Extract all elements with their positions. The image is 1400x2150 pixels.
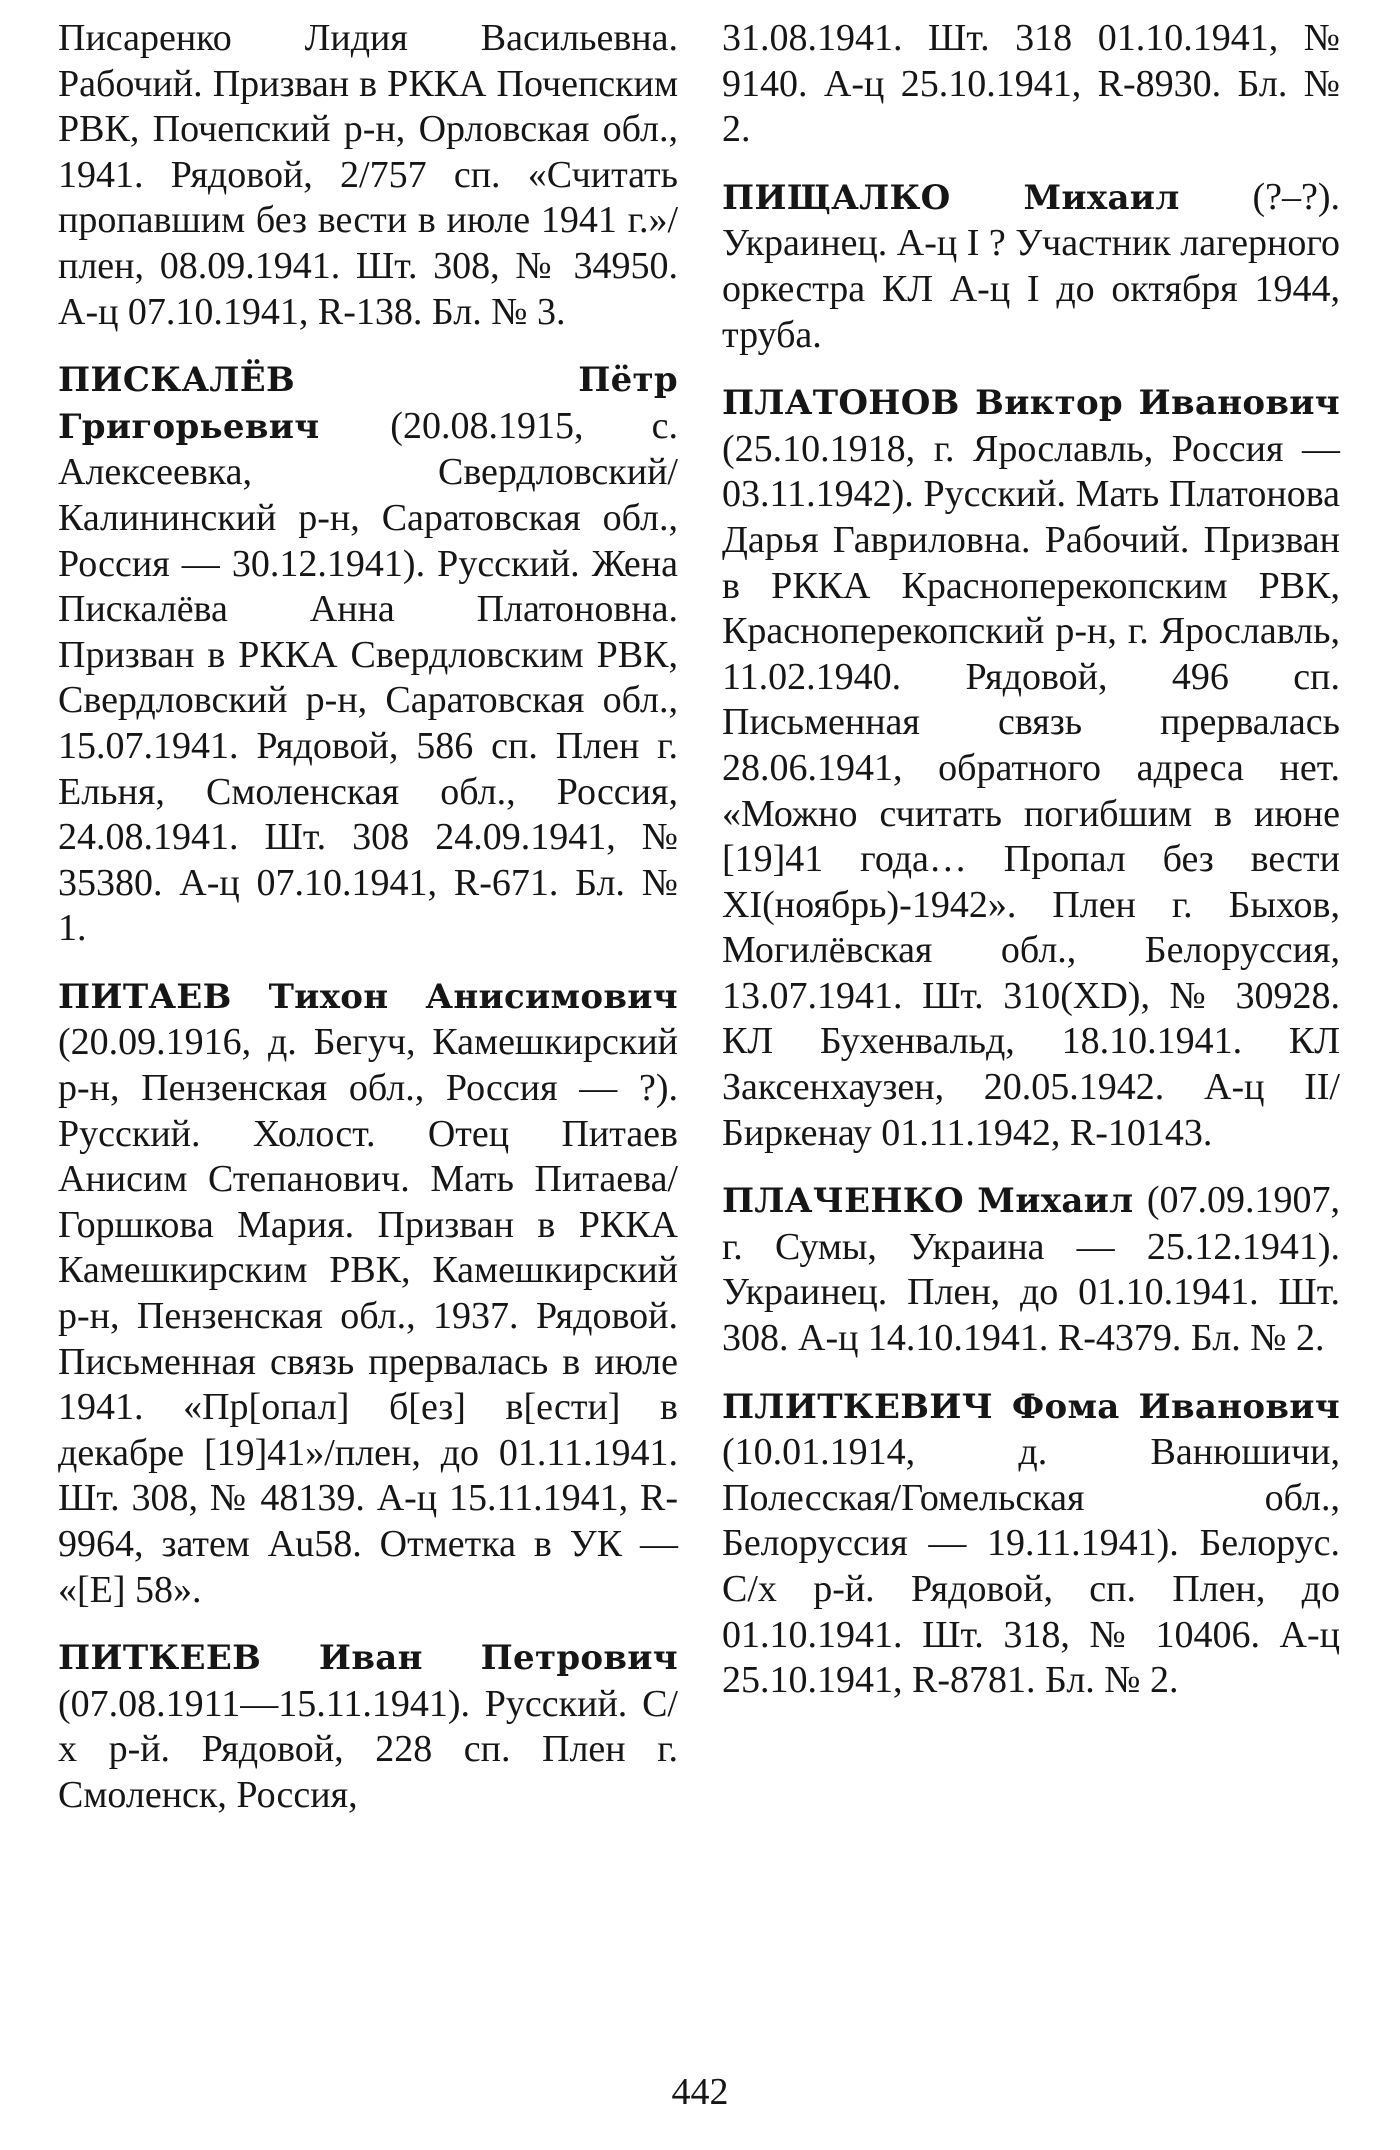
entry-name: ПИТАЕВ Тихон Анисимович — [58, 976, 678, 1017]
entry-name: ПИСКАЛЁВ Пётр Григорьевич — [58, 360, 678, 447]
entry-text: (10.01.1914, д. Ванюшичи, Полесская/Гомельская обл., Белоруссия — 19.11.1941). Белорус. С/х р-й. Рядовой, сп. Плен, до 01.10.1941. Шт. 318, № 10406. А-ц 25.10.1941, R-8781. Бл. № 2. — [722, 1431, 1340, 1702]
entry-pitaev — [58, 974, 678, 1613]
left-column — [58, 16, 678, 1841]
page-number: 442 — [671, 2071, 729, 2113]
entry-pitkeev — [58, 1635, 678, 1818]
entry-text: Писаренко Лидия Васильевна. Рабочий. Призван в РККА Почепским РВК, Почепский р-н, Орловская обл., 1941. Рядовой, 2/757 сп. «Считать пропавшим без вести в июле 1941 г.»/плен, 08.09.1941. Шт. 308, № 34950. А-ц 07.10.1941, R-138. Бл. № 3. — [58, 17, 678, 333]
entry-piskalev — [58, 357, 678, 952]
entry-text: (07.08.1911—15.11.1941). Русский. С/х р-й. Рядовой, 228 сп. Плен г. Смоленск, Россия, — [58, 1682, 678, 1816]
entry-text: 31.08.1941. Шт. 318 01.10.1941, № 9140. А-ц 25.10.1941, R-8930. Бл. № 2. — [722, 17, 1340, 151]
entry-plachenko — [722, 1178, 1340, 1361]
entry-name: ПИТКЕЕВ Иван Петрович — [58, 1638, 678, 1679]
entry-plitkevich — [722, 1384, 1340, 1704]
entry-text: (25.10.1918, г. Ярославль, Россия — 03.11.1942). Русский. Мать Платонова Дарья Гавриловна. Рабочий. Призван в РККА Красноперекопским РВК, Красноперекопский р-н, г. Ярославль, 11.02.1940. Рядовой, 496 сп. Письменная связь прервалась 28.06.1941, обратного адреса нет. «Можно считать погибшим в июне [19]41 года… Пропал без вести XI(ноябрь)-1942». Плен г. Быхов, Могилёвская обл., Белоруссия, 13.07.1941. Шт. 310(XD), № 30928. КЛ Бухенвальд, 18.10.1941. КЛ Заксенхаузен, 20.05.1942. А-ц II/Биркенау 01.11.1942, R-10143. — [722, 427, 1340, 1154]
continued-entry — [58, 16, 678, 335]
entry-platonov — [722, 380, 1340, 1156]
entry-pishchalko — [722, 175, 1340, 358]
entry-text: (20.09.1916, д. Бегуч, Камешкирский р-н, Пензенская обл., Россия — ?). Русский. Холост. Отец Питаев Анисим Степанович. Мать Питаева/Горшкова Мария. Призван в РККА Камешкирским РВК, Камешкирский р-н, Пензенская обл., 1937. Рядовой. Письменная связь прервалась в июле 1941. «Пр[опал] б[ез] в[ести] в декабре [19]41»/плен, до 01.11.1941. Шт. 308, № 48139. А-ц 15.11.1941, R-9964, затем Au58. Отметка в УК — «[E] 58». — [58, 1021, 678, 1611]
entry-text: (07.09.1907, г. Сумы, Украина — 25.12.1941). Украинец. Плен, до 01.10.1941. Шт. 308. А-ц 14.10.1941. R-4379. Бл. № 2. — [722, 1179, 1340, 1360]
entry-name: ПЛАТОНОВ Виктор Иванович — [722, 383, 1340, 424]
entry-name: ПИЩАЛКО Михаил — [722, 177, 1253, 218]
right-column — [722, 16, 1340, 1726]
entry-name: ПЛИТКЕВИЧ Фома Иванович — [722, 1386, 1340, 1427]
entry-name: ПЛАЧЕНКО Михаил — [722, 1181, 1147, 1222]
entry-text: (20.08.1915, с. Алексеевка, Свердловский/Калининский р-н, Саратовская обл., Россия — 30.12.1941). Русский. Жена Пискалёва Анна Платоновна. Призван в РККА Свердловским РВК, Свердловский р-н, Саратовская обл., 15.07.1941. Рядовой, 586 сп. Плен г. Ельня, Смоленская обл., Россия, 24.08.1941. Шт. 308 24.09.1941, № 35380. А-ц 07.10.1941, R-671. Бл. № 1. — [58, 404, 678, 950]
continued-entry — [722, 16, 1340, 153]
entry-text: (?–?). Украинец. А-ц I ? Участник лагерного оркестра КЛ А-ц I до октября 1944, труба. — [722, 175, 1340, 356]
